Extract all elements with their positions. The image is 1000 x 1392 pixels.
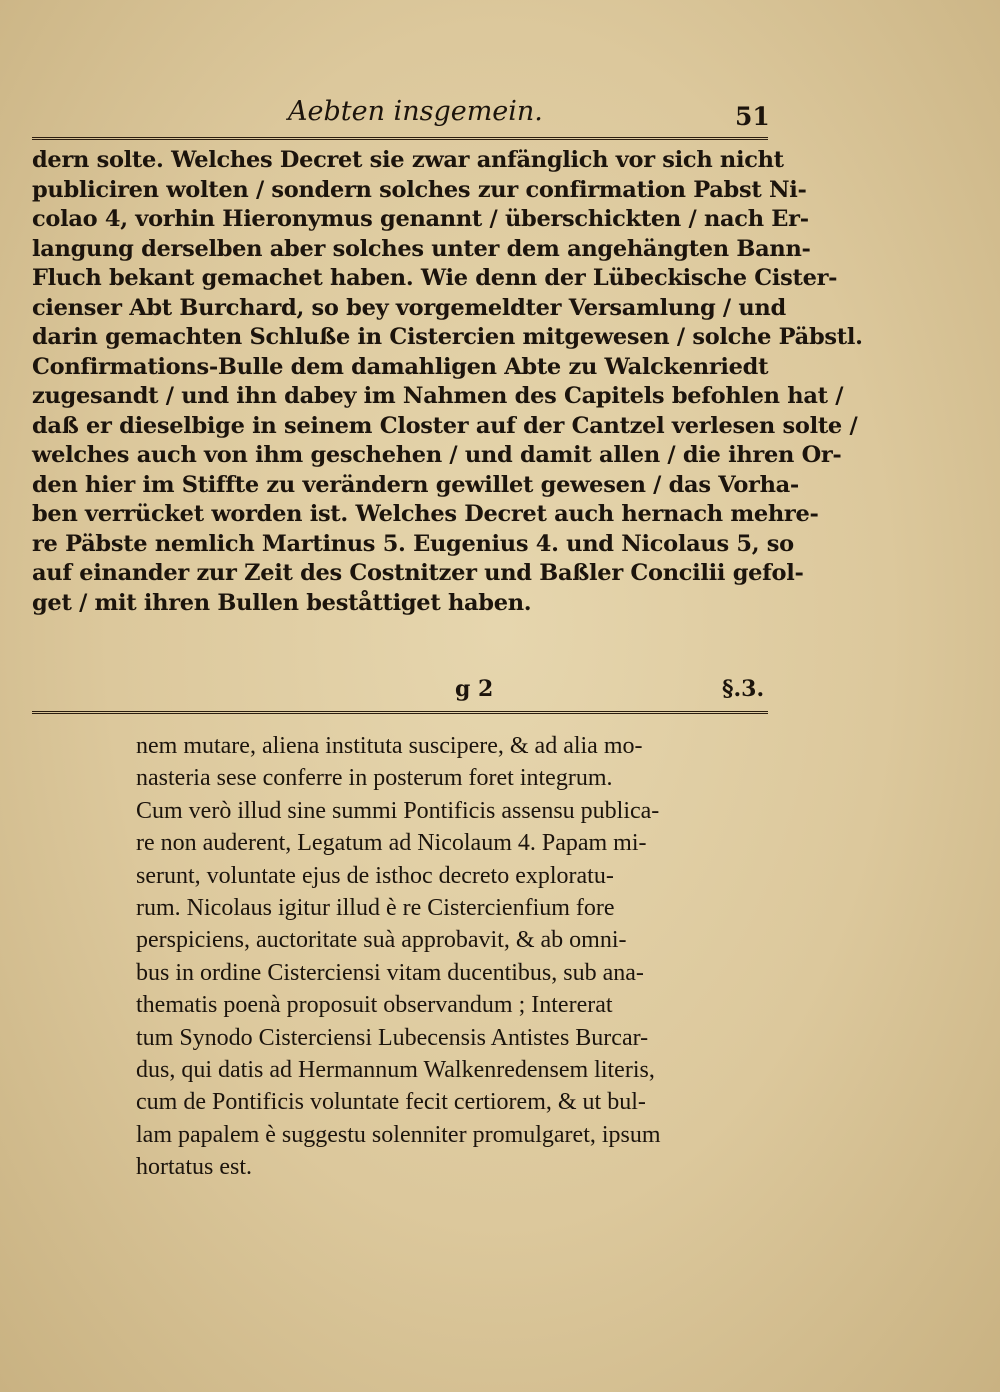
text-line: Cum verò illud sine summi Pontificis assensu publica-: [136, 797, 660, 824]
text-line: zugesandt / und ihn dabey im Nahmen des Capitels befohlen hat /: [32, 383, 844, 409]
text-line: cienser Abt Burchard, so bey vorgemeldter Versamlung / und: [32, 294, 786, 321]
text-line: cum de Pontificis voluntate fecit certiorem, & ut bul-: [136, 1089, 646, 1116]
section-rule: [32, 711, 768, 714]
text-line: Confirmations-Bulle dem damahligen Abte zu Walckenriedt: [32, 353, 769, 380]
text-line: Fluch bekant gemachet haben. Wie denn der Lübeckische Cister-: [32, 265, 838, 291]
running-head: Aebten insgemein.: [288, 96, 543, 127]
text-line: get / mit ihren Bullen beståttiget haben.: [32, 589, 532, 616]
text-line: welches auch von ihm geschehen / und damit allen / die ihren Or-: [32, 442, 842, 468]
text-line: perspiciens, auctoritate suà approbavit, & ab omni-: [136, 927, 627, 954]
text-line: tum Synodo Cisterciensi Lubecensis Antistes Burcar-: [136, 1024, 649, 1051]
text-line: auf einander zur Zeit des Costnitzer und Baßler Concilii gefol-: [32, 560, 804, 586]
text-line: darin gemachten Schluße in Cistercien mitgewesen / solche Päbstl.: [32, 324, 863, 350]
page-header: [0, 96, 1000, 136]
text-line: nem mutare, aliena instituta suscipere, & ad alia mo-: [136, 733, 643, 759]
text-line: re non auderent, Legatum ad Nicolaum 4. Papam mi-: [136, 830, 647, 857]
text-line: thematis poenà proposuit observandum ; Intererat: [136, 992, 613, 1019]
text-line: re Päbste nemlich Martinus 5. Eugenius 4. und Nicolaus 5, so: [32, 530, 794, 557]
text-line: langung derselben aber solches unter dem angehängten Bann-: [32, 235, 811, 262]
text-line: daß er dieselbige in seinem Closter auf der Cantzel verlesen solte /: [32, 412, 858, 439]
page-number: 51: [735, 102, 770, 131]
catchword: §.3.: [722, 676, 765, 702]
header-rule: [32, 137, 768, 140]
text-line: lam papalem è suggestu solenniter promulgaret, ipsum: [136, 1121, 661, 1148]
text-line: hortatus est.: [136, 1154, 252, 1181]
text-line: dern solte. Welches Decret sie zwar anfänglich vor sich nicht: [32, 147, 784, 173]
signature-mark: g 2: [455, 676, 494, 702]
text-line: den hier im Stiffte zu verändern gewillet gewesen / das Vorha-: [32, 471, 799, 498]
text-line: ben verrücket worden ist. Welches Decret auch hernach mehre-: [32, 501, 819, 527]
text-line: colao 4, vorhin Hieronymus genannt / überschickten / nach Er-: [32, 206, 809, 232]
latin-paragraph: [136, 730, 776, 1184]
text-line: bus in ordine Cisterciensi vitam ducentibus, sub ana-: [136, 959, 644, 986]
text-line: nasteria sese conferre in posterum foret integrum.: [136, 765, 613, 792]
footer-marks: [0, 676, 1000, 708]
text-line: dus, qui datis ad Hermannum Walkenredensem literis,: [136, 1057, 655, 1084]
text-line: publiciren wolten / sondern solches zur confirmation Pabst Ni-: [32, 176, 807, 203]
text-line: rum. Nicolaus igitur illud è re Cistercienfium fore: [136, 895, 615, 922]
text-line: serunt, voluntate ejus de isthoc decreto exploratu-: [136, 862, 614, 889]
german-paragraph: [32, 146, 863, 618]
